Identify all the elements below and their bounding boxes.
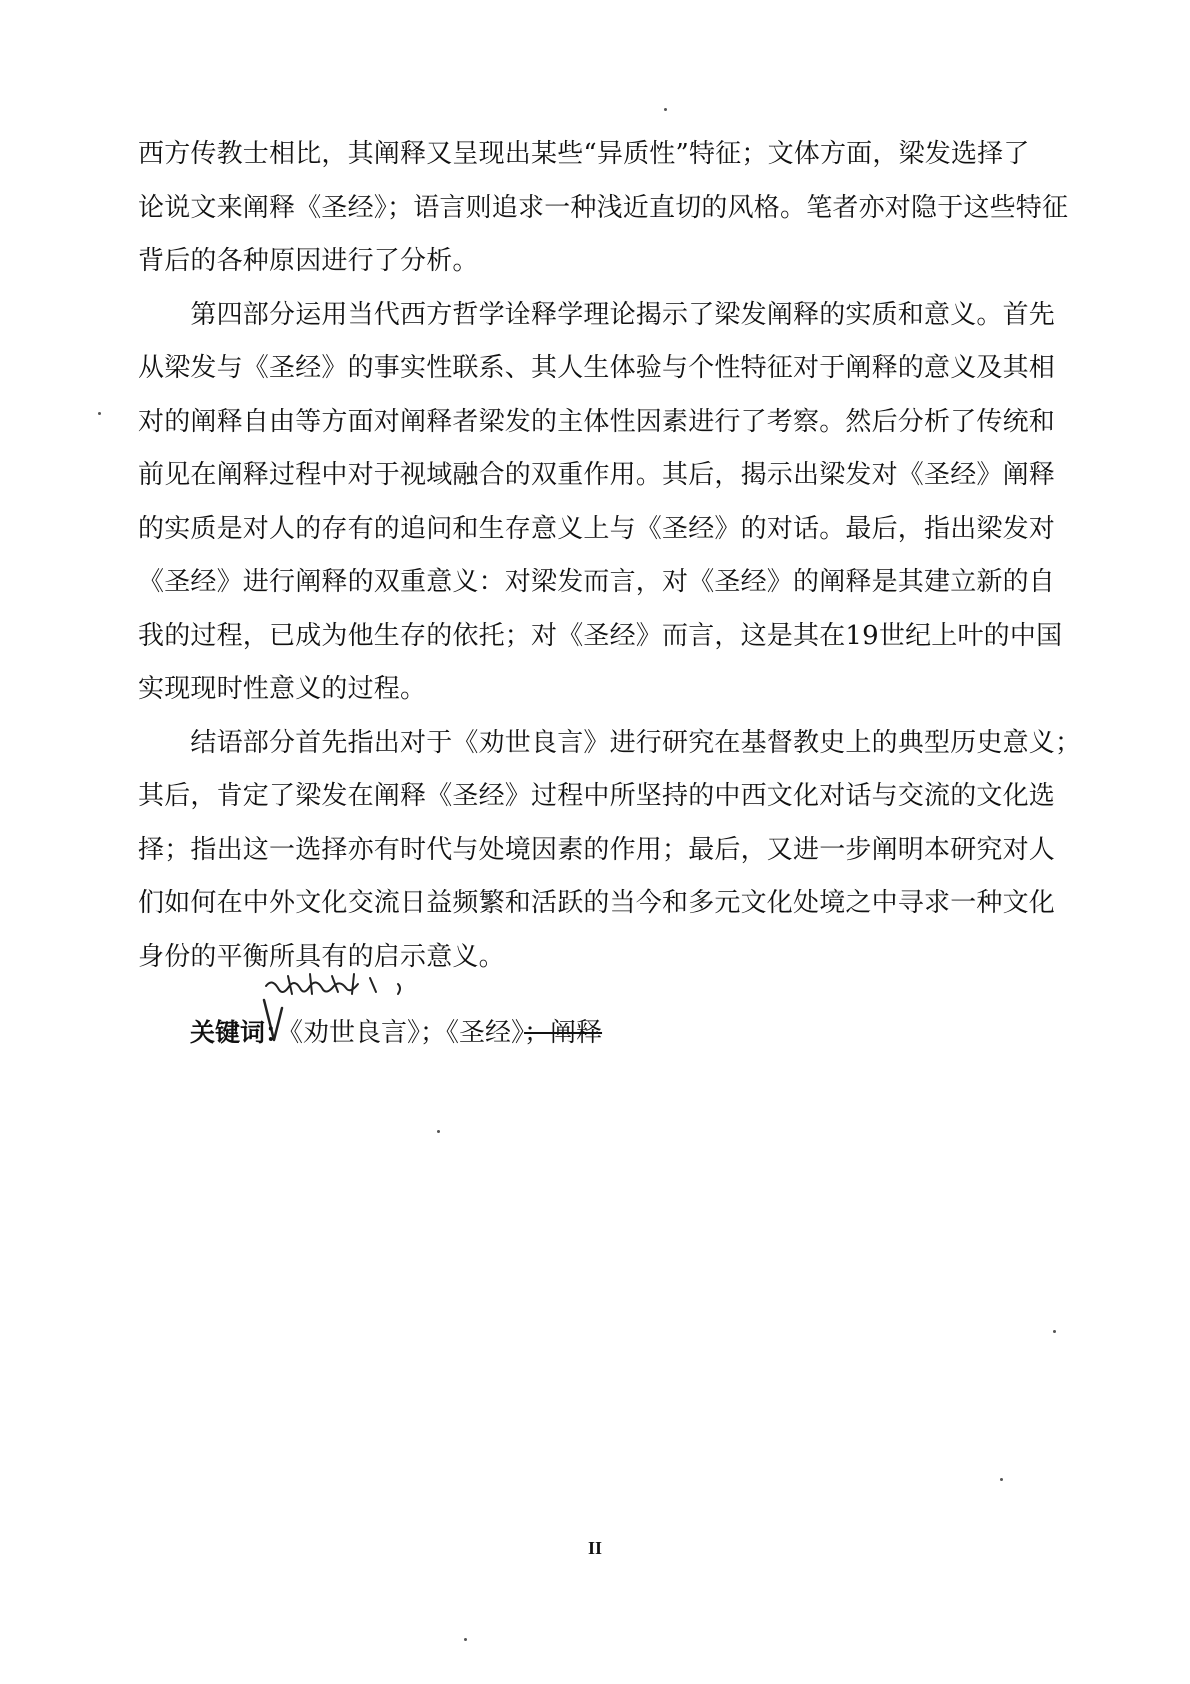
scan-speck [464, 1638, 467, 1641]
text-line: 结语部分首先指出对于《劝世良言》进行研究在基督教史上的典型历史意义； [138, 727, 1082, 758]
text-line: 择；指出这一选择亦有时代与处境因素的作用；最后，又进一步阐明本研究对人 [138, 834, 1056, 865]
text-line: 第四部分运用当代西方哲学诠释学理论揭示了梁发阐释的实质和意义。首先 [138, 299, 1056, 330]
keywords-struck-item: ；阐释 [524, 1018, 603, 1048]
text-line: 其后，肯定了梁发在阐释《圣经》过程中所坚持的中西文化对话与交流的文化选 [138, 781, 1056, 811]
scan-speck [1000, 1478, 1003, 1481]
text-line: 身份的平衡所具有的启示意义。 [138, 941, 505, 972]
text-line: 背后的各种原因进行了分析。 [138, 246, 479, 276]
keywords-label: 关键词： [190, 1018, 291, 1047]
text-line: 我的过程，已成为他生存的依托；对《圣经》而言，这是其在19世纪上叶的中国 [138, 620, 1063, 651]
text-line: 们如何在中外文化交流日益频繁和活跃的当今和多元文化处境之中寻求一种文化 [138, 888, 1056, 918]
keywords-items: 《劝世良言》；《圣经》 [290, 1018, 525, 1048]
scan-speck [664, 108, 667, 111]
text-line: 实现现时性意义的过程。 [138, 674, 427, 704]
text-line: 论说文来阐释《圣经》；语言则追求一种浅近直切的风格。笔者亦对隐于这些特征 [138, 192, 1069, 223]
scan-speck [98, 412, 101, 415]
page-number: II [587, 1538, 602, 1558]
text-line: 《圣经》进行阐释的双重意义：对梁发而言，对《圣经》的阐释是其建立新的自 [138, 567, 1056, 597]
text-line: 对的阐释自由等方面对阐释者梁发的主体性因素进行了考察。然后分析了传统和 [138, 406, 1056, 437]
text-line: 从梁发与《圣经》的事实性联系、其人生体验与个性特征对于阐释的意义及其相 [138, 353, 1056, 383]
text-line: 前见在阐释过程中对于视域融合的双重作用。其后，揭示出梁发对《圣经》阐释 [138, 460, 1056, 490]
text-line: 的实质是对人的存有的追问和生存意义上与《圣经》的对话。最后，指出梁发对 [138, 513, 1056, 544]
text-line: 西方传教士相比，其阐释又呈现出某些“异质性”特征；文体方面，梁发选择了 [138, 139, 1030, 169]
scan-speck [437, 1130, 440, 1133]
abstract-body [138, 128, 1100, 984]
keywords-line [190, 1010, 602, 1056]
scan-speck [1053, 1330, 1056, 1333]
